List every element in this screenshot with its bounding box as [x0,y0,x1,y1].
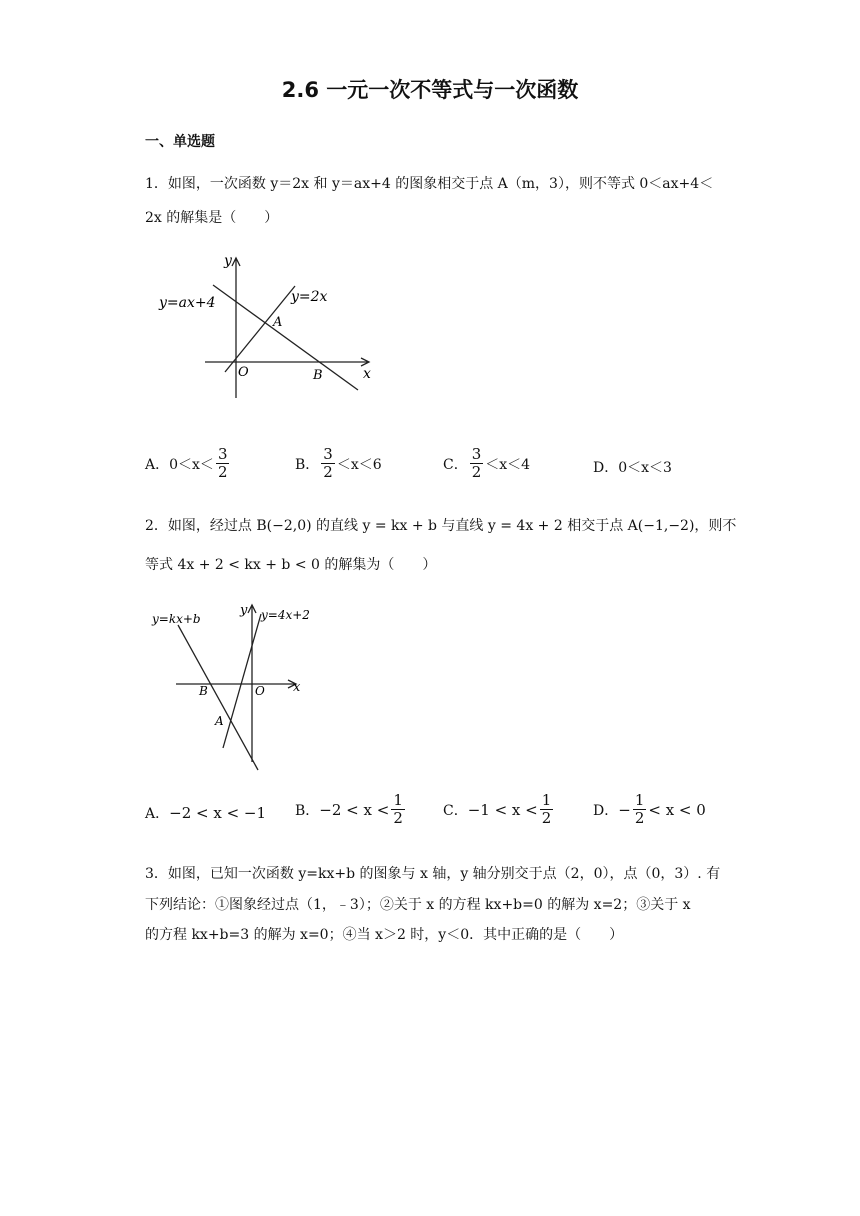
q1-figure [155,250,385,405]
q2-option-c-denominator: 2 [541,809,552,827]
q1-fig-label-x: x [363,366,371,382]
q1-option-a-pre: 0＜x＜ [169,456,214,473]
q2-option-c[interactable] [443,792,555,827]
q1-line-2: 2x 的解集是（ ） [145,210,279,226]
q2-option-b[interactable] [295,792,407,827]
q1-option-b-label: B． [295,456,320,473]
q1-fig-label-y: y [224,253,232,269]
q2-option-c-fraction [540,792,554,827]
q1-option-c-fraction [470,446,484,481]
q1-option-c-denominator: 2 [471,463,482,481]
q1-fig-line-label-1: y=ax+4 [159,295,216,311]
q2-option-c-numerator: 1 [541,791,552,809]
q2-line-1: 2．如图，经过点 B(−2,0) 的直线 y = kx + b 与直线 y = 4x + 2 相交于点 A(−1,−2)，则不 [145,518,737,534]
q2-option-d-pre: − [618,800,631,819]
q2-fig-line-label-2: y=4x+2 [261,608,310,622]
q2-option-d-label: D． [593,802,619,819]
q2-option-d-denominator: 2 [634,809,645,827]
q1-option-a[interactable] [145,446,231,481]
q2-figure [148,600,313,778]
q2-option-c-pre: −1 < x < [467,800,538,819]
q2-fig-label-y: y [240,603,248,618]
q2-option-d-fraction [633,792,647,827]
q1-fig-point-o: O [238,365,249,380]
q1-fig-line-label-2: y=2x [291,289,328,305]
q1-option-b-fraction [321,446,335,481]
q3-line-1: 3．如图，已知一次函数 y=kx+b 的图象与 x 轴，y 轴分别交于点（2，0），点（0，3）. 有 [145,866,721,882]
q1-option-c-post: ＜x＜4 [485,456,531,473]
q1-fig-point-b: B [313,368,323,383]
q1-option-b-denominator: 2 [323,463,333,481]
q2-fig-line-label-1: y=kx+b [152,612,201,626]
q1-option-d-label: D． [593,460,619,476]
q1-option-c-label: C． [443,456,468,473]
q2-fig-point-a: A [215,714,224,728]
q1-option-c[interactable] [443,446,530,481]
q2-option-b-denominator: 2 [393,809,403,827]
q1-option-c-numerator: 3 [471,445,482,463]
q2-option-b-fraction [391,792,405,827]
q2-fig-point-b: B [199,684,208,698]
q2-option-b-numerator: 1 [393,791,403,809]
q2-option-a-label: A． [145,806,170,822]
page-title: 2.6 一元一次不等式与一次函数 [281,78,579,102]
q2-fig-point-o: O [255,684,265,698]
q2-option-c-label: C． [443,802,468,819]
q1-fig-point-a: A [273,315,283,330]
q2-option-b-label: B． [295,802,320,819]
q1-option-d[interactable] [593,457,672,477]
q1-option-a-fraction [216,446,230,481]
q3-line-2: 下列结论：①图象经过点（1，﹣3）；②关于 x 的方程 kx+b=0 的解为 x=2；③关于 x [145,897,691,913]
q1-option-a-label: A． [145,456,170,473]
q2-option-d-numerator: 1 [634,791,645,809]
q1-line-1: 1．如图，一次函数 y＝2x 和 y＝ax+4 的图象相交于点 A（m，3），则不等式 0＜ax+4＜ [145,176,714,192]
q2-option-b-pre: −2 < x < [319,800,390,819]
q1-option-a-numerator: 3 [217,445,228,463]
q1-option-a-denominator: 2 [217,463,228,481]
q1-option-b-numerator: 3 [323,445,333,463]
q1-option-b-post: ＜x＜6 [336,456,382,473]
q1-option-d-text: 0＜x＜3 [618,460,672,476]
q2-line-2: 等式 4x + 2 < kx + b < 0 的解集为（ ） [145,557,437,573]
q2-fig-label-x: x [293,680,301,695]
q3-line-3: 的方程 kx+b=3 的解为 x=0；④当 x＞2 时，y＜0．其中正确的是（ ） [145,927,624,943]
q1-option-b[interactable] [295,446,382,481]
section-heading: 一、单选题 [145,134,215,150]
q2-option-d[interactable] [593,792,706,827]
q2-option-a[interactable] [145,803,266,823]
q2-option-a-text: −2 < x < −1 [169,804,267,822]
q2-option-d-post: < x < 0 [648,800,706,819]
